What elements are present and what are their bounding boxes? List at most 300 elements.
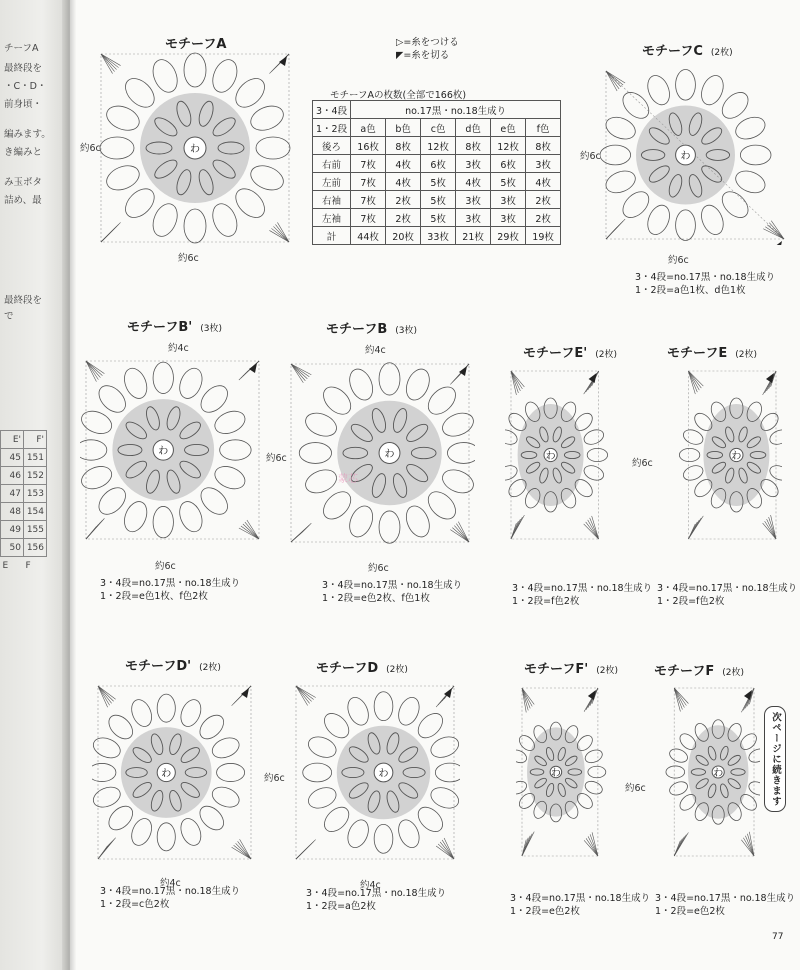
grid-cell: 50 bbox=[1, 539, 24, 557]
table-cell: 3枚 bbox=[456, 209, 491, 227]
chain-loop bbox=[195, 711, 228, 744]
book-spine bbox=[0, 0, 70, 970]
chain-loop bbox=[157, 694, 175, 722]
motif-ep-diagram bbox=[505, 365, 625, 545]
motif-e-title bbox=[667, 342, 757, 361]
chain-loop bbox=[80, 440, 107, 460]
cut-thread-icon bbox=[279, 56, 287, 66]
chain-loop bbox=[618, 88, 654, 124]
dimension-top: 約4c bbox=[365, 345, 386, 356]
corner-stitch bbox=[522, 832, 534, 856]
table-row bbox=[313, 227, 561, 245]
table-row bbox=[313, 209, 561, 227]
table-cell: 12枚 bbox=[491, 137, 526, 155]
corner-stitch bbox=[590, 518, 599, 539]
spine-text-line: チーフA bbox=[4, 43, 39, 54]
chain-loop bbox=[379, 511, 400, 543]
motif-count: (2枚) bbox=[595, 350, 617, 360]
table-cell: 7枚 bbox=[351, 155, 386, 173]
motif-title-text: モチーフD' bbox=[125, 659, 192, 674]
motif-ep-note: 3・4段=no.17黒・no.18生成り 1・2段=f色2枚 bbox=[512, 583, 653, 607]
motif-d-note: 3・4段=no.17黒・no.18生成り 1・2段=a色2枚 bbox=[306, 888, 447, 912]
table-row bbox=[313, 191, 561, 209]
chain-loop bbox=[247, 101, 287, 134]
chain-loop bbox=[120, 498, 151, 535]
spine-text-line: き編みと bbox=[4, 147, 43, 158]
chain-loop bbox=[302, 409, 340, 441]
table-cell: 左袖 bbox=[313, 209, 351, 227]
chain-loop bbox=[423, 382, 461, 420]
corner-stitch bbox=[674, 688, 682, 709]
attach-thread-icon: ▷ bbox=[396, 37, 404, 48]
corner-stitch bbox=[296, 840, 316, 859]
chain-loop bbox=[230, 73, 270, 113]
chain-loop bbox=[681, 427, 705, 447]
motif-b-note: 3・4段=no.17黒・no.18生成り 1・2段=e色2枚、f色1枚 bbox=[322, 580, 463, 604]
motif-count: (2枚) bbox=[386, 665, 408, 675]
magic-ring-label: わ bbox=[731, 451, 742, 462]
chain-loop bbox=[128, 816, 156, 849]
chain-loop bbox=[247, 161, 287, 194]
chain-loop bbox=[177, 697, 205, 730]
motif-title-text: モチーフE' bbox=[523, 346, 588, 361]
chain-loop bbox=[153, 506, 173, 537]
magic-ring-label: わ bbox=[158, 446, 169, 457]
legend-attach-label: =糸をつける bbox=[403, 37, 459, 48]
chain-loop bbox=[104, 802, 137, 835]
table-cell: 2枚 bbox=[526, 209, 561, 227]
table-cell: 12枚 bbox=[421, 137, 456, 155]
grid-cell: 46 bbox=[1, 467, 24, 485]
motif-dp-diagram bbox=[92, 680, 257, 865]
table-cell: 5枚 bbox=[421, 191, 456, 209]
chain-loop bbox=[217, 763, 245, 781]
corner-stitch bbox=[98, 838, 116, 859]
dimension-vertical: 約6c bbox=[80, 143, 101, 154]
table-cell: 16枚 bbox=[351, 137, 386, 155]
table-cell: 44枚 bbox=[351, 227, 386, 245]
chain-loop bbox=[423, 487, 461, 525]
chain-loop bbox=[644, 72, 674, 108]
page-number: 77 bbox=[772, 932, 784, 942]
motif-f-title bbox=[654, 660, 744, 679]
chain-loop bbox=[184, 53, 206, 87]
dimension-horizontal: 約6c bbox=[368, 563, 389, 574]
chain-loop bbox=[588, 766, 606, 778]
motif-b-diagram bbox=[285, 358, 475, 548]
magic-ring-label: わ bbox=[713, 768, 724, 779]
chain-loop bbox=[209, 783, 242, 811]
table-cell: e色 bbox=[491, 119, 526, 137]
chain-loop bbox=[94, 381, 131, 418]
chain-loop bbox=[175, 365, 206, 402]
table-cell: 3枚 bbox=[491, 191, 526, 209]
table-cell: 29枚 bbox=[491, 227, 526, 245]
chain-loop bbox=[603, 167, 639, 197]
motif-title-text: モチーフE bbox=[667, 346, 728, 361]
chain-loop bbox=[320, 709, 354, 743]
chain-loop bbox=[447, 443, 475, 464]
chain-loop bbox=[414, 709, 448, 743]
table-cell: 4枚 bbox=[456, 173, 491, 191]
table-cell: 4枚 bbox=[386, 173, 421, 191]
motif-bp-diagram bbox=[80, 355, 265, 545]
chain-loop bbox=[195, 802, 228, 835]
chain-loop bbox=[211, 462, 248, 493]
watermark: 蒙芯 bbox=[338, 474, 358, 485]
corner-stitch bbox=[522, 688, 534, 704]
chain-loop bbox=[681, 463, 705, 483]
chain-loop bbox=[196, 483, 233, 520]
chain-loop bbox=[208, 56, 241, 96]
dimension-horizontal: 約6c bbox=[155, 561, 176, 572]
corner-stitch bbox=[586, 838, 598, 856]
chain-loop bbox=[120, 365, 151, 402]
table-cell: 7枚 bbox=[351, 191, 386, 209]
motif-fp-title bbox=[524, 658, 618, 677]
chain-loop bbox=[666, 766, 685, 778]
chain-loop bbox=[345, 503, 377, 541]
motif-ep-title bbox=[523, 342, 617, 361]
chain-loop bbox=[587, 448, 607, 461]
chain-loop bbox=[120, 73, 160, 113]
chain-loop bbox=[103, 101, 143, 134]
motif-fp-note: 3・4段=no.17黒・no.18生成り 1・2段=e色2枚 bbox=[510, 893, 651, 917]
table-cell: 8枚 bbox=[386, 137, 421, 155]
count-table-title: モチーフAの枚数(全部で166枚) bbox=[330, 90, 467, 101]
table-cell: 33枚 bbox=[421, 227, 456, 245]
chain-loop bbox=[582, 463, 606, 483]
motif-dp-title bbox=[125, 655, 221, 674]
grid-header: E' bbox=[1, 431, 24, 449]
table-cell: f色 bbox=[526, 119, 561, 137]
motif-bp-title bbox=[127, 316, 222, 335]
corner-stitch bbox=[101, 222, 121, 242]
chain-loop bbox=[379, 363, 400, 395]
chain-loop bbox=[395, 694, 423, 728]
chain-loop bbox=[732, 113, 768, 143]
table-cell: 2枚 bbox=[526, 191, 561, 209]
table-cell: d色 bbox=[456, 119, 491, 137]
corner-stitch bbox=[765, 521, 776, 539]
cut-thread-icon bbox=[766, 373, 774, 383]
grid-footer: E bbox=[2, 560, 9, 571]
chain-loop bbox=[209, 734, 242, 762]
magic-ring-label: わ bbox=[378, 768, 389, 780]
grid-cell: 153 bbox=[24, 485, 47, 503]
table-cell: c色 bbox=[421, 119, 456, 137]
motif-fp-diagram bbox=[516, 682, 621, 862]
spine-text-line: 編みます。 bbox=[4, 129, 51, 140]
table-cell: 5枚 bbox=[421, 173, 456, 191]
dimension-vertical: 約6c bbox=[264, 773, 285, 784]
chain-loop bbox=[256, 137, 290, 159]
legend bbox=[396, 36, 459, 62]
grid-cell: 47 bbox=[1, 485, 24, 503]
chain-loop bbox=[402, 503, 434, 541]
dimension-top: 約4c bbox=[168, 343, 189, 354]
chain-loop bbox=[439, 409, 475, 441]
chain-loop bbox=[402, 366, 434, 404]
table-cell: 3・4段 bbox=[313, 101, 351, 119]
chain-loop bbox=[603, 113, 639, 143]
chain-loop bbox=[305, 784, 339, 812]
table-cell: 3枚 bbox=[456, 191, 491, 209]
chain-loop bbox=[768, 463, 782, 483]
dimension-vertical: 約6c bbox=[266, 453, 287, 464]
chain-loop bbox=[583, 779, 604, 797]
motif-title-text: モチーフB bbox=[326, 322, 388, 337]
motif-e-diagram bbox=[662, 365, 782, 545]
motif-count: (2枚) bbox=[722, 668, 744, 678]
grid-cell: 154 bbox=[24, 503, 47, 521]
chain-loop bbox=[582, 427, 606, 447]
chain-loop bbox=[157, 823, 175, 851]
motif-c-diagram bbox=[600, 65, 790, 245]
corner-stitch bbox=[688, 371, 697, 392]
motif-count: (2枚) bbox=[199, 663, 221, 673]
table-cell: 21枚 bbox=[456, 227, 491, 245]
table-row bbox=[313, 155, 561, 173]
chain-loop bbox=[148, 56, 181, 96]
motif-title-text: モチーフB' bbox=[127, 320, 193, 335]
spine-text-line: 最終段を bbox=[4, 295, 43, 306]
magic-ring-label: わ bbox=[190, 144, 200, 155]
table-cell: 3枚 bbox=[491, 209, 526, 227]
corner-stitch bbox=[745, 836, 754, 856]
magic-ring-label: わ bbox=[384, 449, 395, 460]
chain-loop bbox=[196, 381, 233, 418]
table-cell: 4枚 bbox=[526, 173, 561, 191]
legend-cut-label: =糸を切る bbox=[403, 50, 450, 61]
motif-c-note: 3・4段=no.17黒・no.18生成り 1・2段=a色1枚、d色1枚 bbox=[635, 272, 776, 296]
cut-thread-icon bbox=[588, 690, 596, 700]
spine-text-line: 最終段を bbox=[4, 63, 43, 74]
table-cell: 6枚 bbox=[421, 155, 456, 173]
motif-title-text: モチーフA bbox=[165, 37, 227, 52]
chain-loop bbox=[80, 462, 115, 493]
dimension-vertical: 約6c bbox=[580, 151, 601, 162]
chain-loop bbox=[302, 466, 340, 498]
dimension-horizontal: 約4c bbox=[160, 878, 181, 889]
grid-cell: 45 bbox=[1, 449, 24, 467]
chain-loop bbox=[600, 145, 631, 165]
corner-stitch bbox=[511, 371, 522, 389]
motif-c-title bbox=[642, 40, 733, 59]
table-cell: 2枚 bbox=[386, 209, 421, 227]
chain-loop bbox=[414, 803, 448, 837]
motif-count: (3枚) bbox=[395, 326, 418, 336]
motif-d-title bbox=[316, 657, 408, 676]
chain-loop bbox=[679, 448, 699, 461]
grid-cell: 156 bbox=[24, 539, 47, 557]
motif-d-diagram bbox=[290, 680, 460, 865]
chain-loop bbox=[428, 784, 460, 812]
motif-f-note: 3・4段=no.17黒・no.18生成り 1・2段=e色2枚 bbox=[655, 893, 796, 917]
corner-stitch bbox=[674, 833, 688, 856]
magic-ring-label: わ bbox=[161, 768, 172, 780]
table-cell: 19枚 bbox=[526, 227, 561, 245]
motif-title-text: モチーフC bbox=[642, 44, 703, 59]
table-cell: 右袖 bbox=[313, 191, 351, 209]
grid-footer: F bbox=[25, 560, 31, 571]
table-cell: 1・2段 bbox=[313, 119, 351, 137]
table-cell: b色 bbox=[386, 119, 421, 137]
table-cell: 2枚 bbox=[386, 191, 421, 209]
table-header-row bbox=[313, 119, 561, 137]
chain-loop bbox=[211, 407, 248, 438]
chain-loop bbox=[732, 167, 768, 197]
chain-loop bbox=[100, 137, 134, 159]
motif-title-text: モチーフF bbox=[654, 664, 715, 679]
corner-stitch bbox=[291, 523, 311, 542]
corner-stitch bbox=[511, 371, 520, 391]
table-cell: 7枚 bbox=[351, 173, 386, 191]
next-page-badge: 次ページに続きます bbox=[764, 706, 786, 812]
chain-loop bbox=[80, 407, 115, 438]
table-cell: 5枚 bbox=[491, 173, 526, 191]
table-cell: 右前 bbox=[313, 155, 351, 173]
corner-stitch bbox=[606, 219, 625, 239]
motif-dp-note: 3・4段=no.17黒・no.18生成り 1・2段=c色2枚 bbox=[100, 886, 241, 910]
magic-ring-label: わ bbox=[545, 451, 556, 462]
table-row bbox=[313, 137, 561, 155]
chain-loop bbox=[220, 440, 251, 460]
chain-loop bbox=[175, 498, 206, 535]
spine-text-line: 前身頃・ bbox=[4, 99, 43, 110]
chain-loop bbox=[439, 466, 475, 498]
chain-loop bbox=[318, 487, 356, 525]
table-cell: 3枚 bbox=[526, 155, 561, 173]
grid-cell: 151 bbox=[24, 449, 47, 467]
table-cell: 8枚 bbox=[456, 137, 491, 155]
legend-attach bbox=[396, 36, 459, 49]
motif-title-text: モチーフD bbox=[316, 661, 379, 676]
chain-loop bbox=[320, 803, 354, 837]
dimension-vertical: 約6c bbox=[632, 458, 653, 469]
table-row bbox=[313, 173, 561, 191]
table-cell: 8枚 bbox=[526, 137, 561, 155]
corner-stitch bbox=[522, 688, 530, 708]
table-cell: no.17黒・no.18生成り bbox=[351, 101, 561, 119]
chain-loop bbox=[676, 210, 696, 241]
spine-text-line: ・C・D・ bbox=[4, 81, 47, 92]
chain-loop bbox=[435, 763, 460, 782]
cut-thread-icon bbox=[249, 363, 257, 373]
cut-thread-icon bbox=[589, 373, 597, 383]
chain-loop bbox=[177, 816, 205, 849]
cut-thread-icon: ◤ bbox=[396, 50, 404, 61]
corner-stitch bbox=[767, 519, 776, 539]
chain-loop bbox=[374, 824, 393, 853]
motif-count: (3枚) bbox=[200, 324, 222, 334]
chain-loop bbox=[103, 161, 143, 194]
legend-cut bbox=[396, 49, 459, 62]
chain-loop bbox=[697, 72, 727, 108]
dimension-vertical: 約6c bbox=[625, 783, 646, 794]
motif-b-title bbox=[326, 318, 417, 337]
grid-cell: 152 bbox=[24, 467, 47, 485]
corner-stitch bbox=[769, 517, 776, 539]
chain-loop bbox=[94, 483, 131, 520]
motif-count: (2枚) bbox=[710, 48, 733, 58]
spine-text-line: み玉ボタ bbox=[4, 177, 43, 188]
table-cell: 計 bbox=[313, 227, 351, 245]
motif-f-diagram bbox=[650, 682, 760, 862]
magic-ring-label: わ bbox=[550, 768, 561, 779]
chain-loop bbox=[374, 692, 393, 721]
chain-loop bbox=[128, 697, 156, 730]
dimension-horizontal: 約4c bbox=[360, 880, 381, 891]
chain-loop bbox=[344, 817, 372, 851]
chain-loop bbox=[92, 763, 116, 781]
chain-loop bbox=[303, 763, 332, 782]
chain-loop bbox=[676, 70, 696, 101]
motif-count: (2枚) bbox=[735, 350, 757, 360]
table-cell: 20枚 bbox=[386, 227, 421, 245]
corner-stitch bbox=[674, 688, 686, 705]
dimension-horizontal: 約6c bbox=[178, 253, 199, 264]
cut-thread-icon bbox=[774, 241, 782, 245]
chain-loop bbox=[344, 694, 372, 728]
motif-e-note: 3・4段=no.17黒・no.18生成り 1・2段=f色2枚 bbox=[657, 583, 798, 607]
table-cell: 左前 bbox=[313, 173, 351, 191]
chain-loop bbox=[428, 733, 460, 761]
corner-stitch bbox=[511, 515, 524, 539]
motif-bp-note: 3・4段=no.17黒・no.18生成り 1・2段=e色1枚、f色2枚 bbox=[100, 578, 241, 602]
table-cell: 7枚 bbox=[351, 209, 386, 227]
count-table bbox=[312, 100, 561, 245]
chain-loop bbox=[345, 366, 377, 404]
chain-loop bbox=[717, 88, 753, 124]
chain-loop bbox=[505, 427, 519, 447]
magic-ring-label: わ bbox=[680, 151, 691, 162]
spine-shadow bbox=[62, 0, 76, 970]
chain-loop bbox=[668, 779, 690, 797]
table-cell: 6枚 bbox=[491, 155, 526, 173]
chain-loop bbox=[299, 443, 331, 464]
chain-loop bbox=[148, 200, 181, 240]
table-cell: 4枚 bbox=[386, 155, 421, 173]
chain-loop bbox=[305, 733, 339, 761]
corner-stitch bbox=[511, 371, 518, 393]
corner-stitch bbox=[688, 516, 703, 539]
table-cell: 3枚 bbox=[456, 155, 491, 173]
chain-loop bbox=[230, 183, 270, 223]
chain-loop bbox=[644, 202, 674, 238]
chain-loop bbox=[768, 427, 782, 447]
chain-loop bbox=[318, 382, 356, 420]
grid-cell: 49 bbox=[1, 521, 24, 539]
chain-loop bbox=[618, 187, 654, 223]
dimension-horizontal: 約6c bbox=[668, 255, 689, 266]
chain-loop bbox=[92, 734, 123, 762]
motif-count: (2枚) bbox=[596, 666, 618, 676]
table-cell: a色 bbox=[351, 119, 386, 137]
grid-cell: 48 bbox=[1, 503, 24, 521]
chain-loop bbox=[184, 209, 206, 243]
chain-loop bbox=[668, 746, 690, 764]
motif-a-diagram bbox=[95, 48, 295, 248]
chain-loop bbox=[395, 817, 423, 851]
cut-thread-icon bbox=[241, 688, 249, 698]
spine-text-line: 詰め、最 bbox=[4, 195, 42, 206]
motif-title-text: モチーフF' bbox=[524, 662, 589, 677]
corner-stitch bbox=[590, 834, 598, 856]
grid-header: F' bbox=[24, 431, 47, 449]
spine-text-line: で bbox=[4, 311, 14, 322]
chain-loop bbox=[104, 711, 137, 744]
